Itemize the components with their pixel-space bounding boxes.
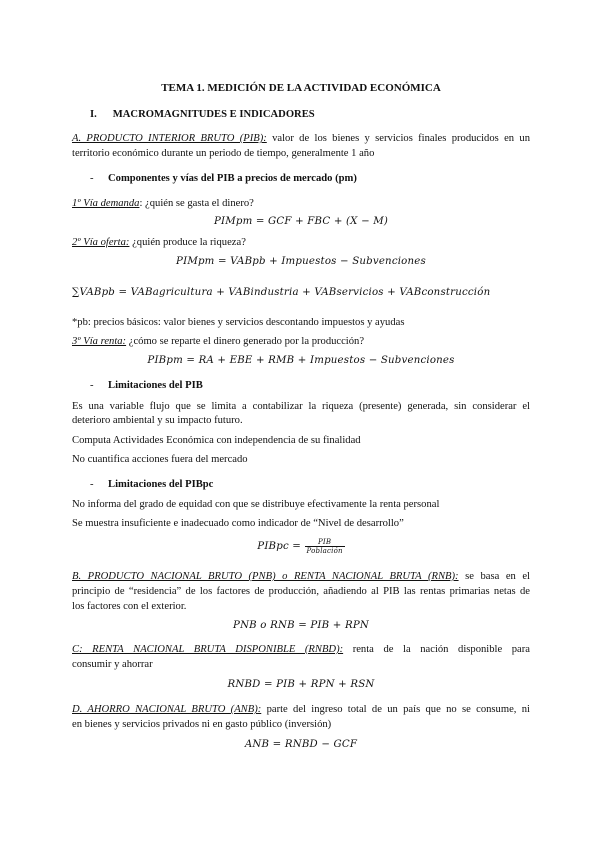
- pnb-definition-line2: principio de “residencia” de los factores de producción, añadiendo al PIB las rentas primarias netas de: [72, 586, 530, 597]
- via-oferta-label: 2º Vía oferta:: [72, 237, 130, 248]
- limitaciones-pib-p1-line2: deterioro ambiental y su impacto futuro.: [72, 415, 243, 426]
- limitaciones-pib-p1-line1: Es una variable flujo que se limita a contabilizar la riqueza (presente) generada, sin considerar el: [72, 401, 530, 412]
- formula-pibpc-lhs: PIBpc =: [257, 541, 305, 552]
- rnbd-definition-line1: [72, 643, 530, 657]
- section-number: I.: [90, 109, 97, 120]
- bullet-dash: -: [90, 173, 94, 184]
- via-renta-label: 3º Vía renta:: [72, 336, 127, 347]
- limitaciones-pibpc-p2: Se muestra insuficiente e inadecuado como indicador de “Nivel de desarrollo”: [72, 518, 404, 529]
- formula-via-oferta: PIMpm = VABpb + Impuestos − Subvenciones: [176, 256, 426, 267]
- via-oferta-line: [72, 236, 530, 250]
- section-title: MACROMAGNITUDES E INDICADORES: [112, 109, 315, 120]
- formula-via-demanda: PIMpm = GCF + FBC + (X − M): [213, 216, 389, 227]
- formula-pibpc-fraction: [305, 538, 345, 555]
- anb-text1: parte del ingreso total de un país que no se consume, ni: [261, 704, 530, 715]
- pib-definition-line2: territorio económico durante un periodo de tiempo, generalmente 1 año: [72, 148, 375, 159]
- bullet-dash: -: [90, 380, 94, 391]
- bullet-dash: -: [90, 479, 94, 490]
- anb-label: D. AHORRO NACIONAL BRUTO (ANB):: [72, 704, 262, 715]
- pnb-label: B. PRODUCTO NACIONAL BRUTO (PNB) o RENTA NACIONAL BRUTA (RNB):: [72, 571, 459, 582]
- formula-pibpc: [72, 537, 530, 557]
- limitaciones-pib-p3: No cuantifica acciones fuera del mercado: [72, 454, 248, 465]
- pib-label: A. PRODUCTO INTERIOR BRUTO (PIB):: [72, 133, 267, 144]
- anb-definition-line1: [72, 703, 530, 717]
- formula-anb: ANB = RNBD − GCF: [244, 739, 358, 750]
- pnb-definition-line1: [72, 570, 530, 584]
- limitaciones-pibpc-p1: No informa del grado de equidad con que se distribuye efectivamente la renta personal: [72, 499, 440, 510]
- pnb-definition-line3: los factores con el exterior.: [72, 601, 187, 612]
- via-oferta-text: ¿quién produce la riqueza?: [129, 237, 246, 248]
- section-heading: [90, 108, 530, 122]
- page-title: TEMA 1. MEDICIÓN DE LA ACTIVIDAD ECONÓMICA: [161, 82, 441, 94]
- via-renta-line: [72, 335, 530, 349]
- formula-vab-sum: ∑VABpb = VABagricultura + VABindustria + VABservicios + VABconstrucción: [72, 287, 491, 298]
- pb-note: *pb: precios básicos: valor bienes y servicios descontando impuestos y ayudas: [72, 317, 405, 328]
- componentes-heading: Componentes y vías del PIB a precios de mercado (pm): [108, 173, 357, 184]
- limitaciones-pib-heading: Limitaciones del PIB: [108, 380, 203, 391]
- formula-rnbd: RNBD = PIB + RPN + RSN: [227, 679, 375, 690]
- rnbd-definition-line2: consumir y ahorrar: [72, 659, 153, 670]
- rnbd-text1: renta de la nación disponible para: [343, 644, 530, 655]
- via-renta-text: ¿cómo se reparte el dinero generado por la producción?: [126, 336, 365, 347]
- via-demanda-text: : ¿quién se gasta el dinero?: [139, 198, 254, 209]
- limitaciones-pibpc-heading: Limitaciones del PIBpc: [108, 479, 214, 490]
- rnbd-label: C: RENTA NACIONAL BRUTA DISPONIBLE (RNBD):: [72, 644, 344, 655]
- formula-pnb: PNB o RNB = PIB + RPN: [233, 620, 369, 631]
- fraction-denominator: Población: [306, 546, 343, 555]
- via-demanda-label: 1º Vía demanda: [72, 198, 140, 209]
- limitaciones-pib-p2: Computa Actividades Económica con independencia de su finalidad: [72, 435, 361, 446]
- fraction-numerator: PIB: [305, 538, 345, 547]
- anb-definition-line2: en bienes y servicios privados ni en gasto público (inversión): [72, 719, 332, 730]
- via-demanda-line: [72, 197, 530, 211]
- pib-text: valor de los bienes y servicios finales producidos en un: [266, 133, 530, 144]
- pib-definition-line1: [72, 132, 530, 146]
- pnb-text1: se basa en el: [458, 571, 530, 582]
- formula-via-renta: PIBpm = RA + EBE + RMB + Impuestos − Subvenciones: [147, 355, 455, 366]
